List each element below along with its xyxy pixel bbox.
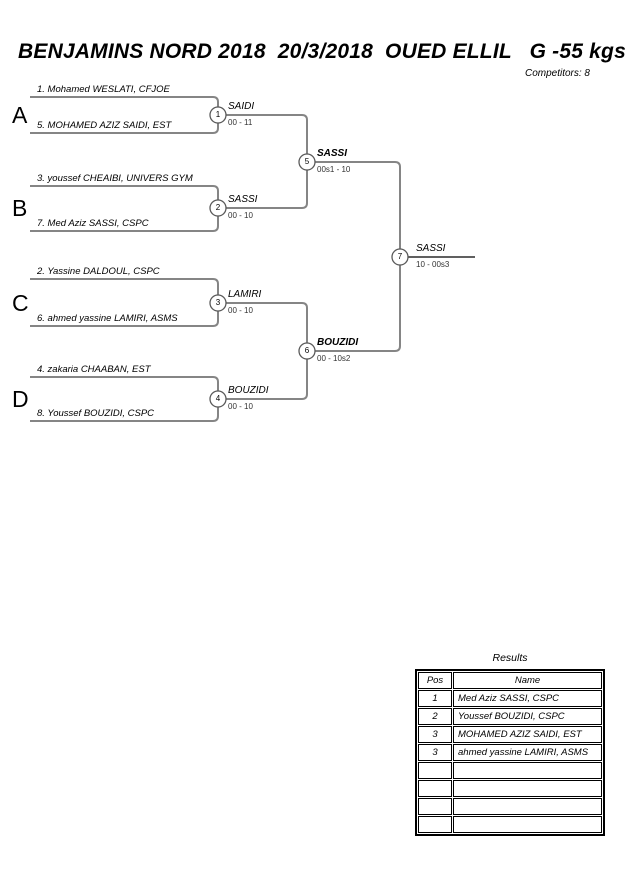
- match-5-winner: SASSI: [317, 148, 348, 159]
- results-row: [418, 780, 602, 797]
- result-pos: 3: [418, 726, 452, 743]
- results-row: [418, 708, 602, 725]
- match-1-winner: SAIDI: [228, 101, 255, 112]
- match-2-number: 2: [215, 203, 221, 212]
- result-pos: [418, 762, 452, 779]
- competitors-count: Competitors: 8: [524, 68, 590, 79]
- competitor-7: 7. Med Aziz SASSI, CSPC: [37, 218, 149, 229]
- competitor-6: 6. ahmed yassine LAMIRI, ASMS: [37, 313, 178, 324]
- competitor-5: 5. MOHAMED AZIZ SAIDI, EST: [37, 120, 172, 131]
- result-name: Med Aziz SASSI, CSPC: [453, 690, 602, 707]
- match-7-winner: SASSI: [416, 243, 446, 254]
- match-4-score: 00 - 10: [228, 402, 253, 411]
- match-1-score: 00 - 11: [228, 118, 253, 127]
- results-row: [418, 744, 602, 761]
- competitor-1: 1. Mohamed WESLATI, CFJOE: [37, 84, 170, 95]
- match-2-score: 00 - 10: [228, 211, 253, 220]
- result-name: [453, 816, 602, 833]
- competitor-2: 2. Yassine DALDOUL, CSPC: [37, 266, 160, 277]
- match-5-score: 00s1 - 10: [317, 165, 351, 174]
- match-4-number: 4: [215, 394, 221, 403]
- result-pos: [418, 816, 452, 833]
- result-name: [453, 780, 602, 797]
- match-6-winner: BOUZIDI: [317, 337, 359, 348]
- results-col-pos: Pos: [418, 672, 452, 689]
- match-3-number: 3: [215, 298, 221, 307]
- match-7-score: 10 - 00s3: [416, 260, 450, 269]
- results-col-name: Name: [453, 672, 602, 689]
- competitor-4: 4. zakaria CHAABAN, EST: [37, 364, 151, 375]
- match-3-winner: LAMIRI: [228, 289, 262, 300]
- results-row: [418, 690, 602, 707]
- result-pos: [418, 780, 452, 797]
- group-c-letter: C: [12, 290, 29, 316]
- group-a-letter: A: [12, 102, 28, 128]
- result-name: Youssef BOUZIDI, CSPC: [453, 708, 602, 725]
- page-title: BENJAMINS NORD 2018 20/3/2018 OUED ELLIL G -55 kgs: [18, 40, 626, 63]
- result-pos: [418, 798, 452, 815]
- results-section: [415, 652, 605, 836]
- results-row: [418, 762, 602, 779]
- results-title: Results: [492, 652, 528, 664]
- result-pos: 3: [418, 744, 452, 761]
- results-row: [418, 726, 602, 743]
- match-5-number: 5: [304, 157, 310, 166]
- result-name: ahmed yassine LAMIRI, ASMS: [453, 744, 602, 761]
- match-3-score: 00 - 10: [228, 306, 253, 315]
- result-pos: 2: [418, 708, 452, 725]
- result-name: [453, 798, 602, 815]
- result-name: [453, 762, 602, 779]
- match-6-score: 00 - 10s2: [317, 354, 351, 363]
- group-b-letter: B: [12, 195, 28, 221]
- match-4-winner: BOUZIDI: [228, 385, 269, 396]
- group-d-letter: D: [12, 386, 29, 412]
- result-pos: 1: [418, 690, 452, 707]
- result-name: MOHAMED AZIZ SAIDI, EST: [453, 726, 602, 743]
- match-1-number: 1: [215, 110, 221, 119]
- results-row: [418, 816, 602, 833]
- competitor-3: 3. youssef CHEAIBI, UNIVERS GYM: [37, 173, 193, 184]
- connector-match5-match6: [307, 162, 400, 351]
- match-6-number: 6: [304, 346, 310, 355]
- match-7-number: 7: [397, 252, 403, 261]
- results-header-row: [418, 672, 602, 689]
- match-2-winner: SASSI: [228, 194, 258, 205]
- results-table: [415, 669, 605, 836]
- competitor-8: 8. Youssef BOUZIDI, CSPC: [37, 408, 155, 419]
- results-row: [418, 798, 602, 815]
